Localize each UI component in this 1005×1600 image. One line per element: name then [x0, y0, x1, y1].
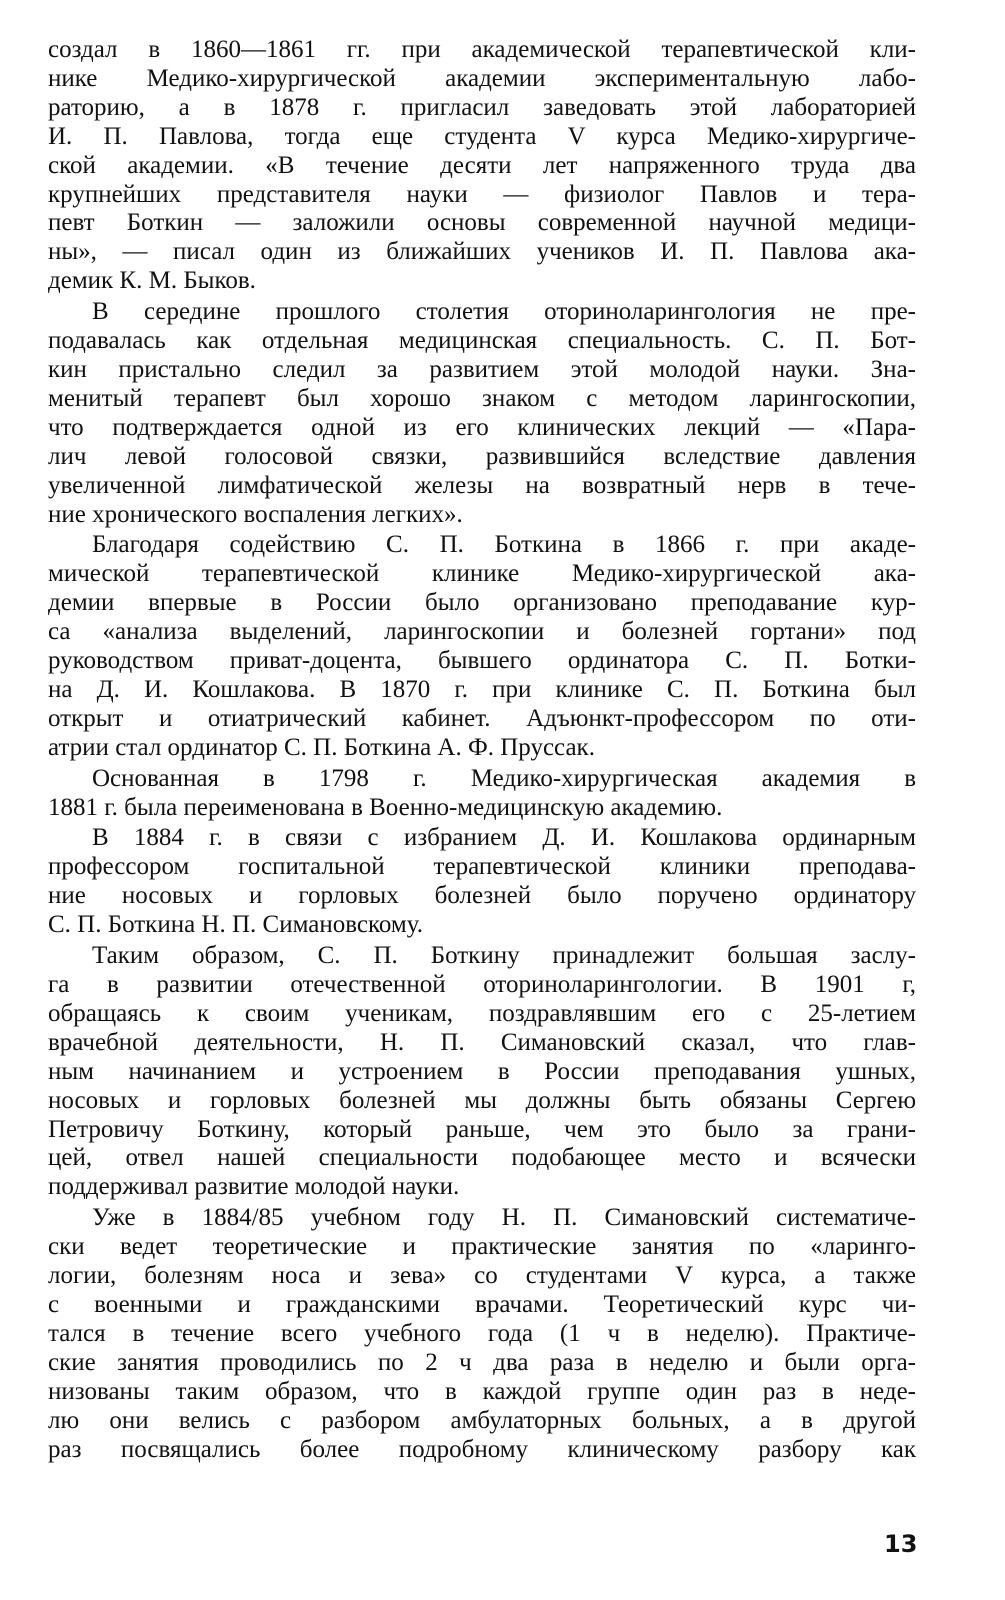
text-line: логии, болезням носа и зева» со студентами V курса, а также [48, 1262, 916, 1290]
text-line: кин пристально следил за развитием этой молодой науки. Зна- [48, 355, 916, 383]
text-line: поддерживал развитие молодой науки. [48, 1173, 460, 1201]
text-line: профессором госпитальной терапевтической клиники преподава- [48, 853, 916, 881]
text-line: менитый терапевт был хорошо знаком с методом ларингоскопии, [48, 384, 916, 412]
paragraph-3 [48, 531, 916, 762]
text-line: ны», — писал один из ближайших учеников И. П. Павлова ака- [48, 238, 916, 266]
text-line: с военными и гражданскими врачами. Теоретический курс чи- [48, 1290, 916, 1318]
text-line: демии впервые в России было организовано преподавание кур- [48, 589, 916, 617]
text-line: ские занятия проводились по 2 ч два раза в неделю и были орга- [48, 1348, 916, 1376]
text-line: врачебной деятельности, Н. П. Симановский сказал, что глав- [48, 1028, 916, 1056]
text-line: га в развитии отечественной оториноларингологии. В 1901 г, [48, 971, 916, 998]
text-line: лич левой голосовой связки, развившийся вследствие давления [48, 442, 916, 470]
text-line: атрии стал ординатор С. П. Боткина А. Ф. Пруссак. [48, 733, 595, 761]
page-body [48, 36, 916, 1464]
text-line: ской академии. «В течение десяти лет напряженного труда два [48, 151, 916, 179]
text-line: И. П. Павлова, тогда еще студента V курса Медико-хирургиче- [48, 122, 916, 150]
text-line: подавалась как отдельная медицинская специальность. С. П. Бот- [48, 327, 916, 355]
text-line: мической терапевтической клинике Медико-хирургической ака- [48, 560, 916, 588]
paragraph-1 [48, 36, 916, 296]
text-line: 1881 г. была переименована в Военно-медицинскую академию. [48, 793, 723, 821]
text-line: С. П. Боткина Н. П. Симановскому. [48, 911, 423, 939]
text-line: Основанная в 1798 г. Медико-хирургическая академия в [92, 764, 916, 792]
text-line: носовых и горловых болезней мы должны быть обязаны Сергею [48, 1086, 916, 1114]
text-line: Таким образом, С. П. Боткину принадлежит большая заслу- [92, 942, 916, 970]
text-line: В 1884 г. в связи с избранием Д. И. Кошлакова ординарным [92, 824, 916, 852]
text-line: крупнейших представителя науки — физиолог Павлов и тера- [48, 180, 916, 208]
text-line: создал в 1860—1861 гг. при академической терапевтической кли- [48, 36, 916, 63]
paragraph-4 [48, 765, 916, 823]
text-line: раз посвящались более подробному клиническому разбору как [48, 1435, 916, 1463]
text-line: на Д. И. Кошлакова. В 1870 г. при клинике С. П. Боткина был [48, 675, 916, 703]
text-line: что подтверждается одной из его клинических лекций — «Пара- [48, 413, 916, 441]
text-line: Петровичу Боткину, который раньше, чем это было за грани- [48, 1115, 916, 1143]
text-line: В середине прошлого столетия оториноларингология не пре- [92, 298, 916, 326]
text-line: певт Боткин — заложили основы современной научной медици- [48, 209, 916, 237]
text-line: ным начинанием и устроением в России преподавания ушных, [48, 1057, 916, 1085]
text-line: Благодаря содействию С. П. Боткина в 1866 г. при акаде- [92, 531, 916, 559]
text-line: обращаясь к своим ученикам, поздравлявшим его с 25-летием [48, 999, 916, 1027]
text-line: раторию, а в 1878 г. пригласил заведовать этой лабораторией [48, 93, 916, 121]
text-line: тался в течение всего учебного года (1 ч в неделю). Практиче- [48, 1319, 916, 1347]
text-line: цей, отвел нашей специальности подобающее место и всячески [48, 1144, 916, 1172]
paragraph-7 [48, 1204, 916, 1464]
text-line: ние носовых и горловых болезней было поручено ординатору [48, 882, 916, 910]
text-line: демик К. М. Быков. [48, 267, 256, 295]
text-line: Уже в 1884/85 учебном году Н. П. Симановский систематиче- [92, 1204, 916, 1232]
text-line: открыт и отиатрический кабинет. Адъюнкт-профессором по оти- [48, 704, 916, 732]
paragraph-2 [48, 298, 916, 529]
text-line: нике Медико-хирургической академии экспериментальную лабо- [48, 64, 916, 92]
text-line: увеличенной лимфатической железы на возвратный нерв в тече- [48, 471, 916, 499]
text-line: ски ведет теоретические и практические занятия по «ларинго- [48, 1233, 916, 1261]
text-line: низованы таким образом, что в каждой группе один раз в неде- [48, 1377, 916, 1405]
text-line: лю они велись с разбором амбулаторных больных, а в другой [48, 1406, 916, 1434]
page-number: 13 [884, 1530, 918, 1558]
paragraph-6 [48, 942, 916, 1202]
text-line: ние хронического воспаления легких». [48, 500, 463, 528]
text-line: руководством приват-доцента, бывшего ординатора С. П. Ботки- [48, 647, 916, 675]
paragraph-5 [48, 824, 916, 940]
text-line: са «анализа выделений, ларингоскопии и болезней гортани» под [48, 618, 916, 646]
